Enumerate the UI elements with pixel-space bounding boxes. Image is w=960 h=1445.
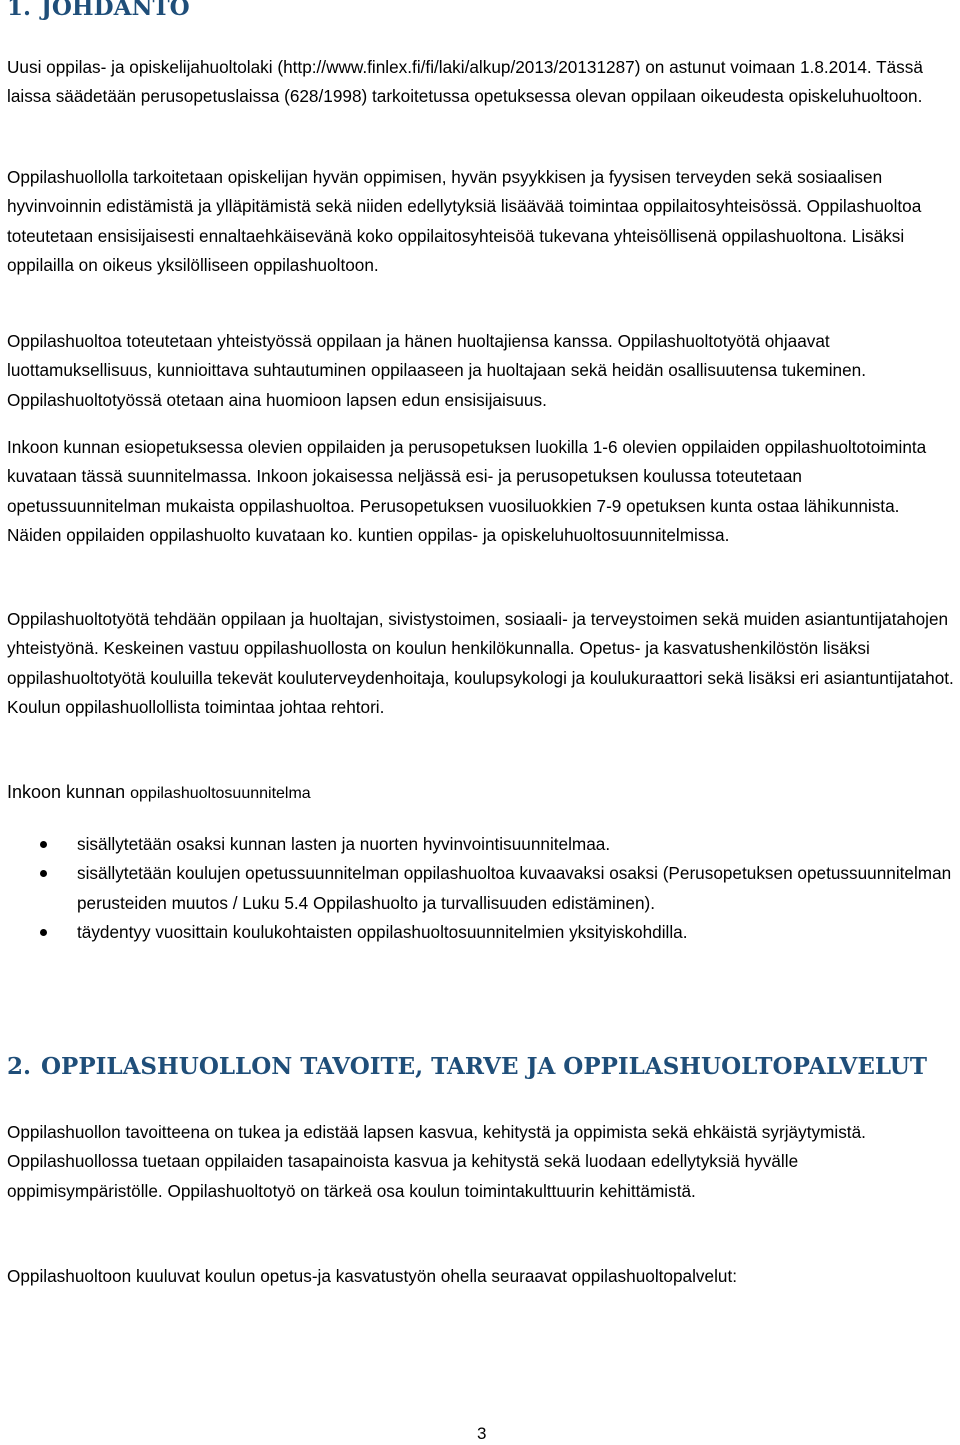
list-item (7, 859, 955, 918)
section-1-heading (7, 0, 190, 22)
plan-subheading-part1: Inkoon kunnan (7, 782, 126, 802)
page-number: 3 (477, 1424, 487, 1443)
plan-subheading-part2: oppilashuoltosuunnitelma (130, 785, 311, 802)
section-1-number: 1. (7, 0, 32, 21)
list-item (7, 830, 955, 859)
section-2-number: 2. (7, 1053, 32, 1080)
plan-subheading (7, 778, 311, 808)
bullet-icon (40, 929, 47, 936)
list-item-text: sisällytetään koulujen opetussuunnitelman oppilashuoltoa kuvaavaksi osaksi (Perusopetuksen opetussuunnitelman perusteiden muutos / Luku 5.4 Oppilashuolto ja turvallisuuden edistäminen). (77, 863, 952, 913)
plan-bullet-list (7, 830, 955, 947)
bullet-icon (40, 870, 47, 877)
cooperation-paragraph: Oppilashuoltoa toteutetaan yhteistyössä oppilaan ja hänen huoltajiensa kanssa. Oppilashuoltotyötä ohjaavat luottamuksellisuus, kunnioittava suhtautuminen oppilaaseen ja huoltajaan sekä heidän osallisuutensa tukeminen. Oppilashuoltotyössä otetaan aina huomioon lapsen edun ensisijaisuus. (7, 331, 866, 410)
definition-paragraph: Oppilashuollolla tarkoitetaan opiskelijan hyvän oppimisen, hyvän psyykkisen ja fyysisen terveyden sekä sosiaalisen hyvinvoinnin edistämistä ja ylläpitämistä sekä niiden edellytyksiä lisäävää toimintaa oppilaitosyhteisössä. Oppilashuoltoa toteutetaan ensisijaisesti ennaltaehkäisevänä koko oppilaitosyhteisöä tukevana yhteisöllisenä oppilashuoltona. Lisäksi oppilailla on oikeus yksilölliseen oppilashuoltoon. (7, 167, 922, 275)
section-1-title: JOHDANTO (41, 0, 190, 21)
list-item-text: täydentyy vuosittain koulukohtaisten oppilashuoltosuunnitelmien yksityiskohdilla. (77, 921, 688, 942)
bullet-icon (40, 841, 47, 848)
section-2-heading (7, 1053, 927, 1081)
goal-paragraph: Oppilashuollon tavoitteena on tukea ja edistää lapsen kasvua, kehitystä ja oppimista sekä ehkäistä syrjäytymistä. Oppilashuollossa tuetaan oppilaiden tasapainoista kasvua ja kehitystä sekä luodaan edellytyksiä hyvälle oppimisympäristölle. Oppilashuoltotyö on tärkeä osa koulun toimintakulttuurin kehittämistä. (7, 1122, 866, 1201)
list-item-text: sisällytetään osaksi kunnan lasten ja nuorten hyvinvointisuunnitelmaa. (77, 834, 611, 854)
services-paragraph: Oppilashuoltoon kuuluvat koulun opetus-ja kasvatustyön ohella seuraavat oppilashuoltopalvelut: (7, 1266, 737, 1286)
section-2-title: OPPILASHUOLLON TAVOITE, TARVE JA OPPILASHUOLTOPALVELUT (41, 1053, 927, 1080)
intro-paragraph: Uusi oppilas- ja opiskelijahuoltolaki (http://www.finlex.fi/fi/laki/alkup/2013/20131287) on astunut voimaan 1.8.2014. Tässä laissa säädetään perusopetuslaissa (628/1998) tarkoitetussa opetuksessa olevan oppilaan oikeudesta opiskeluhuoltoon. (7, 57, 923, 107)
scope-paragraph: Inkoon kunnan esiopetuksessa olevien oppilaiden ja perusopetuksen luokilla 1-6 olevien oppilaiden oppilashuoltotoiminta kuvataan tässä suunnitelmassa. Inkoon jokaisessa neljässä esi- ja perusopetuksen koulussa toteutetaan opetussuunnitelman mukaista oppilashuoltoa. Perusopetuksen vuosiluokkien 7-9 opetuksen kunta ostaa lähikunnista. Näiden oppilaiden oppilashuolto kuvataan ko. kuntien oppilas- ja opiskeluhuoltosuunnitelmissa. (7, 437, 927, 545)
list-item (7, 918, 955, 947)
responsibility-paragraph: Oppilashuoltotyötä tehdään oppilaan ja huoltajan, sivistystoimen, sosiaali- ja terveystoimen sekä muiden asiantuntijatahojen yhteistyönä. Keskeinen vastuu oppilashuollosta on koulun henkilökunnalla. Opetus- ja kasvatushenkilöstön lisäksi oppilashuoltotyötä kouluilla tekevät kouluterveydenhoitaja, koulupsykologi ja koulukuraattori sekä lisäksi eri asiantuntijatahot. Koulun oppilashuollollista toimintaa johtaa rehtori. (7, 609, 954, 717)
